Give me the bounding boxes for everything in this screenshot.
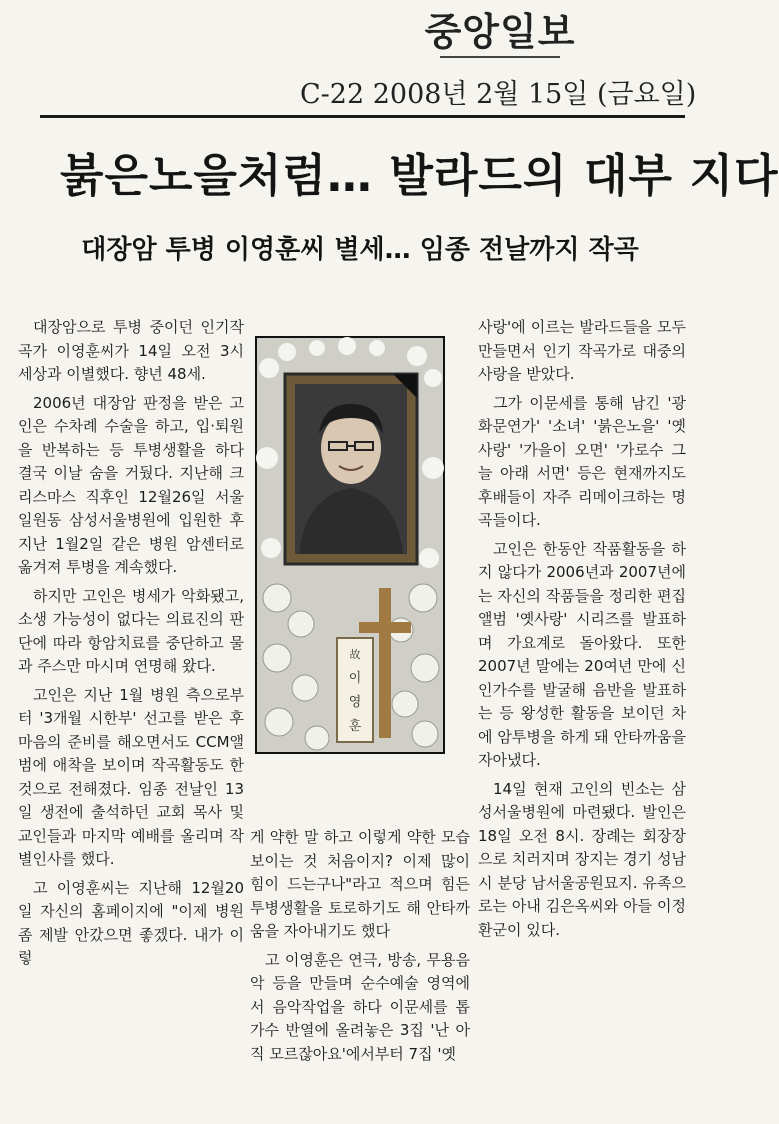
svg-text:故: 故 xyxy=(349,648,361,661)
paragraph: 게 약한 말 하고 이렇게 약한 모습 보이는 것 처음이지? 이제 많이 힘이 드는구나"라고 적으며 힘든 투병생활을 토로하기도 해 안타까움을 자아내기도 했다 xyxy=(250,828,470,940)
paragraph: 14일 현재 고인의 빈소는 삼성서울병원에 마련됐다. 발인은 18일 오전 8시. 장례는 회장장으로 치러지며 장지는 경기 성남시 분당 남서울공원묘지. 유족으로는 아내 김은옥씨와 아들 이정환군이 있다. xyxy=(478,779,686,939)
article-column-3 xyxy=(478,316,686,947)
svg-text:이: 이 xyxy=(348,671,362,686)
article-column-2 xyxy=(250,826,470,1071)
dateline: C-22 2008년 2월 15일 (금요일) xyxy=(300,79,697,110)
paragraph: 사랑'에 이르는 발라드들을 모두 만들면서 인기 작곡가로 대중의 사랑을 받았다. xyxy=(478,318,686,383)
paragraph: 2006년 대장암 판정을 받은 고인은 수차례 수술을 하고, 입·퇴원을 반복하는 등 투병생활을 하다 결국 이날 숨을 거뒀다. 지난해 크리스마스 직후인 12월26일 서울 일원동 삼성서울병원에 입원한 후 지난 1월2일 같은 병원 암센터로 옮겨져 투병을 계속했다. xyxy=(18,393,244,576)
paragraph: 그가 이문세를 통해 남긴 '광화문연가' '소녀' '붉은노을' '옛사랑' '가을이 오면' '가로수 그늘 아래 서면' 등은 현재까지도 후배들이 자주 리메이크하는 명곡들이다. xyxy=(478,393,686,529)
svg-text:훈: 훈 xyxy=(348,719,362,734)
memorial-photo-image xyxy=(257,338,443,752)
headline: 붉은노을처럼… 발라드의 대부 지다 xyxy=(60,149,779,202)
paragraph: 고인은 한동안 작품활동을 하지 않다가 2006년과 2007년에는 자신의 작품들을 정리한 편집앨범 '옛사랑' 시리즈를 발표하며 가요계로 돌아왔다. 또한 2007년 말에는 20여년 만에 신인가수를 발굴해 음반을 발표하는 등 왕성한 활동을 보이던 차에 암투병을 하게 돼 안타까움을 자아냈다. xyxy=(478,539,686,769)
paragraph: 하지만 고인은 병세가 악화됐고, 소생 가능성이 없다는 의료진의 판단에 따라 항암치료를 중단하고 물과 주스만 마시며 연명해 왔다. xyxy=(18,586,244,675)
paragraph: 고 이영훈은 연극, 방송, 무용음악 등을 만들며 순수예술 영역에서 음악작업을 하다 이문세를 톱가수 반열에 올려놓은 3집 '난 아직 모르잖아요'에서부터 7집 '옛 xyxy=(250,950,470,1063)
masthead: 중앙일보 xyxy=(424,10,576,54)
subhead: 대장암 투병 이영훈씨 별세… 임종 전날까지 작곡 xyxy=(81,235,639,265)
paragraph: 고 이영훈씨는 지난해 12월20일 자신의 홈페이지에 "이제 병원 좀 제발 안갔으면 좋겠다. 내가 이렇 xyxy=(18,878,244,967)
svg-text:영: 영 xyxy=(348,695,362,710)
paragraph: 대장암으로 투병 중이던 인기작곡가 이영훈씨가 14일 오전 3시 세상과 이별했다. 향년 48세. xyxy=(18,318,244,383)
memorial-photo xyxy=(255,336,445,754)
masthead-rule xyxy=(440,56,560,58)
paragraph: 고인은 지난 1월 병원 측으로부터 '3개월 시한부' 선고를 받은 후 마음의 준비를 해오면서도 CCM앨범에 애착을 보이며 작곡활동도 한 것으로 전해졌다. 임종 전날인 13일 생전에 출석하던 교회 목사 및 교인들과 마지막 예배를 올리며 작별인사를 했다. xyxy=(18,685,244,868)
dateline-rule xyxy=(40,115,685,118)
article-column-1 xyxy=(18,316,244,976)
